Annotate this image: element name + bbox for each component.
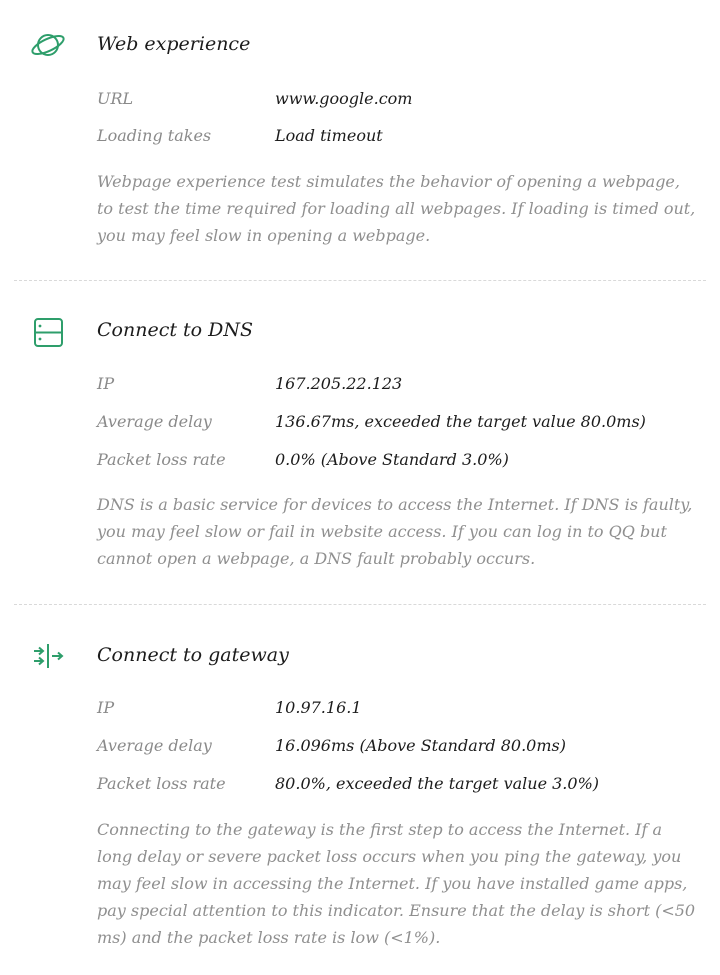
section-description: Webpage experience test simulates the behavior of opening a webpage, to test the time required for loading all webpages. If loading is timed out, you may feel slow in opening a webpage. xyxy=(97,172,696,245)
section-description: Connecting to the gateway is the first step to access the Internet. If a long delay or severe packet loss occurs when you ping the gateway, you may feel slow in accessing the Internet. If you have installed game apps, pay special attention to this indicator. Ensure that the delay is short (<50 ms) and the packet loss rate is low (<1%). xyxy=(97,820,696,947)
ip-value: 10.97.16.1 xyxy=(275,698,362,717)
section-title: Web experience xyxy=(97,33,251,55)
section-title: Connect to DNS xyxy=(97,319,253,341)
section-web-experience xyxy=(0,0,720,280)
loading-value: Load timeout xyxy=(275,126,383,145)
packet-loss-label: Packet loss rate xyxy=(97,450,226,469)
average-delay-label: Average delay xyxy=(97,412,212,431)
loading-label: Loading takes xyxy=(97,126,212,145)
ip-label: IP xyxy=(97,698,115,717)
ip-value: 167.205.22.123 xyxy=(275,374,403,393)
packet-loss-label: Packet loss rate xyxy=(97,774,226,793)
packet-loss-value: 80.0%, exceeded the target value 3.0%) xyxy=(275,774,600,793)
section-gateway xyxy=(0,604,720,975)
server-icon xyxy=(30,314,66,350)
average-delay-value: 16.096ms (Above Standard 80.0ms) xyxy=(275,736,566,755)
average-delay-label: Average delay xyxy=(97,736,212,755)
section-description: DNS is a basic service for devices to access the Internet. If DNS is faulty, you may feel slow or fail in website access. If you can log in to QQ but cannot open a webpage, a DNS fault probably occurs. xyxy=(97,495,693,568)
packet-loss-value: 0.0% (Above Standard 3.0%) xyxy=(275,450,509,469)
section-dns xyxy=(0,280,720,604)
ip-label: IP xyxy=(97,374,115,393)
gateway-arrows-icon xyxy=(30,638,66,674)
url-label: URL xyxy=(97,89,134,108)
average-delay-value: 136.67ms, exceeded the target value 80.0ms) xyxy=(275,412,646,431)
section-title: Connect to gateway xyxy=(97,644,289,666)
planet-icon xyxy=(30,27,66,63)
url-value: www.google.com xyxy=(275,89,413,108)
